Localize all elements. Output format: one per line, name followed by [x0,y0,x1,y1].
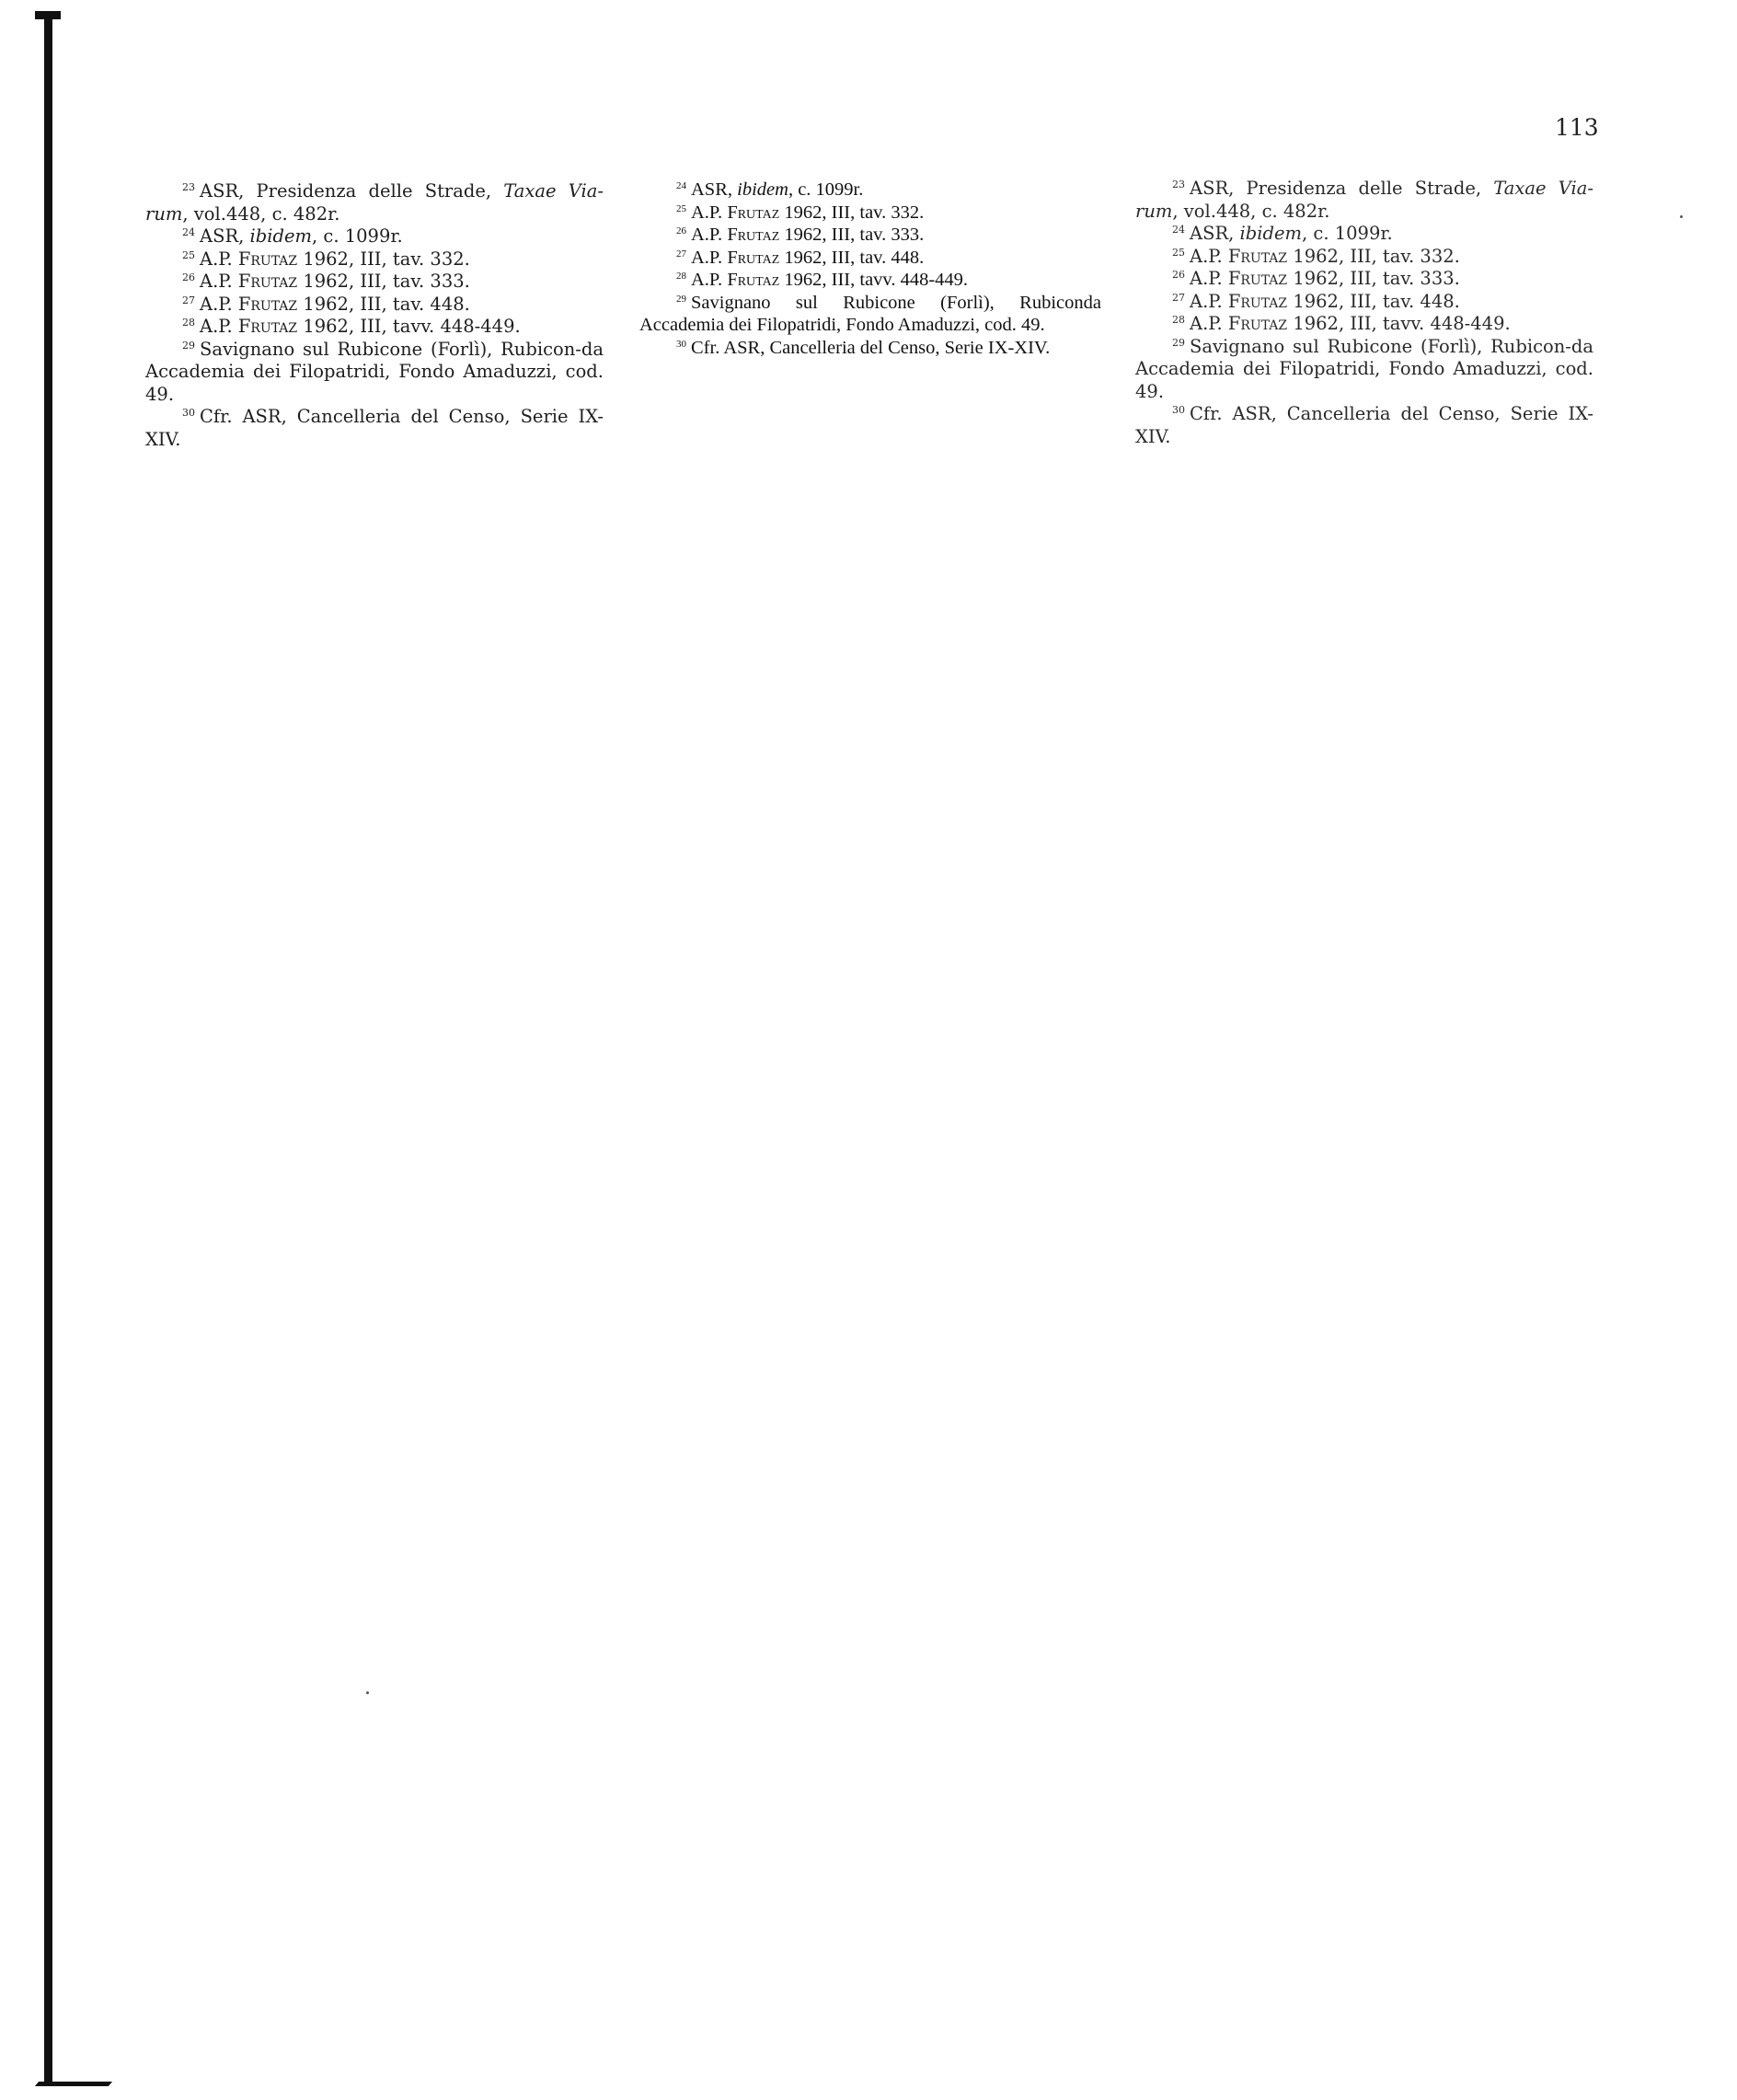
footnote-text: A.P. [1190,290,1228,312]
footnote-number: 25 [1172,246,1185,259]
footnote-number: 26 [182,271,195,283]
footnote-text: 1962, III, tav. 448. [779,247,925,268]
footnote-number: 24 [182,226,195,238]
footnote-author-name: Frutaz [237,271,298,292]
footnote-text: A.P. [691,247,728,268]
binding-edge-foot [35,2082,112,2086]
footnote-author-name: Frutaz [237,316,298,337]
footnote-text: ASR, [1190,223,1240,244]
footnote-text: 1962, III, tavv. 448-449. [297,316,521,337]
footnote-text: 1962, III, tav. 332. [779,202,925,223]
footnote-italic-text: ibidem [1239,223,1303,244]
footnote-number: 29 [1172,336,1185,349]
binding-edge [44,13,52,2085]
footnote-author-name: Frutaz [237,293,298,315]
footnote-author-name: Frutaz [1227,290,1288,312]
footnote-number: 28 [182,317,195,329]
footnote-number: 30 [182,407,195,419]
footnote-number: 27 [182,294,195,306]
footnote-text: Savignano sul Rubicone (Forlì), Rubicon-da Accademia dei Filopatridi, Fondo Amaduzzi, cod. 49. [145,338,604,405]
footnote-text: 1962, III, tav. 333. [779,225,925,245]
footnote [639,269,1101,292]
footnote-text: A.P. [200,271,238,292]
footnote-text: , c. 1099r. [1302,223,1393,244]
footnote-text: 1962, III, tav. 333. [1287,268,1460,289]
footnote-text: 1962, III, tav. 332. [297,248,470,270]
footnote [1135,268,1593,291]
footnote-italic-text: Taxae Via-rum [145,180,604,225]
footnote-text: Cfr. ASR, Cancelleria del Censo, Serie IX-XIV. [691,337,1051,358]
footnotes-column-right [1135,178,1593,448]
footnote-author-name: Frutaz [727,202,780,223]
footnote-number: 27 [676,248,686,260]
footnote [145,339,604,407]
footnote [639,224,1101,247]
footnote-text: A.P. [1190,268,1228,289]
footnote-number: 30 [1172,404,1185,416]
footnote-number: 28 [1172,314,1185,326]
footnote-text: 1962, III, tavv. 448-449. [779,270,969,290]
footnote-text: Savignano sul Rubicone (Forlì), Rubiconda Accademia dei Filopatridi, Fondo Amaduzzi, cod. 49. [639,292,1101,335]
footnote-author-name: Frutaz [1227,268,1288,289]
scan-speck [1680,215,1683,218]
footnote-number: 28 [676,271,686,282]
page-number: 113 [1555,114,1599,141]
footnote [1135,223,1593,246]
footnote-number: 29 [676,293,686,305]
footnote-text: Savignano sul Rubicone (Forlì), Rubicon-da Accademia dei Filopatridi, Fondo Amaduzzi, cod. 49. [1135,335,1593,402]
footnote [1135,291,1593,314]
footnote-text: A.P. [1190,313,1228,334]
footnote-number: 24 [1172,224,1185,236]
footnote-number: 24 [676,180,686,191]
footnote-author-name: Frutaz [727,247,780,268]
footnote-text: 1962, III, tav. 448. [297,293,470,315]
footnote [145,271,604,294]
footnote-number: 23 [1172,179,1185,190]
footnote-text: ASR, Presidenza delle Strade, [200,180,504,202]
footnote-text: A.P. [200,316,238,337]
footnote-number: 26 [676,225,686,237]
footnote-number: 30 [676,338,686,350]
footnote [1135,403,1593,448]
footnote [145,225,604,248]
footnote-number: 25 [676,202,686,214]
scan-speck [366,1691,369,1694]
footnote-text: A.P. [200,293,238,315]
footnote [639,292,1101,337]
footnote [639,179,1101,202]
footnote [1135,336,1593,404]
footnote-author-name: Frutaz [727,225,780,245]
footnote-text: A.P. [691,225,728,245]
footnote-italic-text: ibidem [249,225,313,247]
footnote [145,406,604,451]
footnote-italic-text: ibidem [737,179,788,200]
footnote [145,180,604,225]
footnote [639,202,1101,225]
footnote-number: 23 [182,181,195,193]
footnotes-column-left [145,180,604,451]
footnote [639,247,1101,270]
footnotes-column-middle [639,179,1101,359]
footnote-author-name: Frutaz [237,248,298,270]
footnote-text: 1962, III, tav. 333. [297,271,470,292]
footnote-author-name: Frutaz [1227,313,1288,334]
footnote-text: ASR, [200,225,250,247]
footnote [1135,246,1593,269]
footnote-text: 1962, III, tavv. 448-449. [1287,313,1511,334]
footnote [639,337,1101,360]
footnote-text: A.P. [691,270,728,290]
footnote-text: A.P. [1190,245,1228,267]
footnote-text: 1962, III, tav. 332. [1287,245,1460,267]
footnote [145,316,604,339]
footnote-author-name: Frutaz [727,270,780,290]
footnote-number: 27 [1172,291,1185,304]
footnote-text: ASR, [691,179,738,200]
footnote-text: , c. 1099r. [788,179,864,200]
footnote [1135,178,1593,223]
footnote-text: , vol.448, c. 482r. [182,202,340,225]
footnote-number: 25 [182,248,195,261]
footnote-text: , c. 1099r. [312,225,403,247]
footnote [145,248,604,271]
footnote-text: Cfr. ASR, Cancelleria del Censo, Serie IX-XIV. [145,406,604,450]
footnote [145,294,604,317]
footnote-italic-text: Taxae Via-rum [1135,178,1593,222]
footnote-number: 29 [182,339,195,352]
footnote [1135,313,1593,336]
footnote-text: Cfr. ASR, Cancelleria del Censo, Serie IX-XIV. [1135,403,1593,447]
footnote-number: 26 [1172,269,1185,281]
footnote-text: , vol.448, c. 482r. [1172,200,1330,222]
footnote-text: A.P. [691,202,728,223]
footnote-text: 1962, III, tav. 448. [1287,290,1460,312]
footnote-text: A.P. [200,248,238,270]
footnote-text: ASR, Presidenza delle Strade, [1190,178,1494,199]
footnote-author-name: Frutaz [1227,245,1288,267]
